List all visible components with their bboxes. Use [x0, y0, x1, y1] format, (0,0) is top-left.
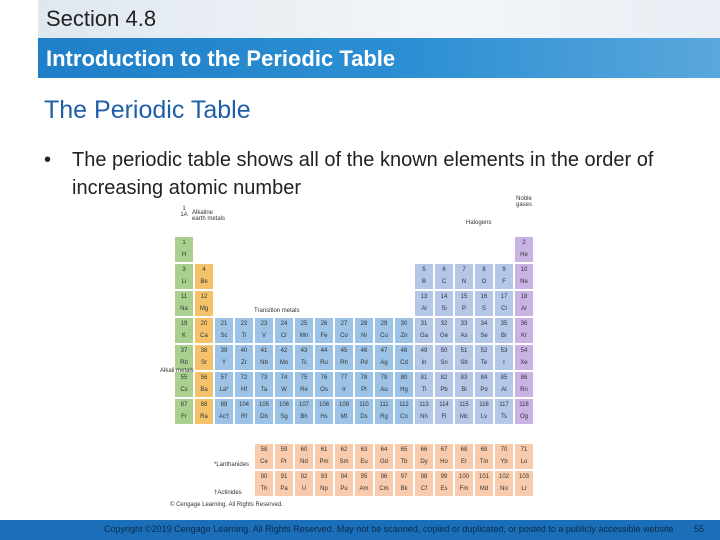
element-cell: 49 In: [414, 344, 434, 371]
element-cell: 93 Np: [314, 470, 334, 497]
element-cell: 85 At: [494, 371, 514, 398]
element-cell: 102 No: [494, 470, 514, 497]
element-cell: 86 Rn: [514, 371, 534, 398]
element-cell: 82 Pb: [434, 371, 454, 398]
element-cell: 76 Os: [314, 371, 334, 398]
element-cell: 90 Th: [254, 470, 274, 497]
halogens-label: Halogens: [466, 220, 492, 226]
element-cell: 5 B: [414, 263, 434, 290]
element-cell: 77 Ir: [334, 371, 354, 398]
element-cell: 31 Ga: [414, 317, 434, 344]
element-cell: 53 I: [494, 344, 514, 371]
element-cell: 107 Bh: [294, 398, 314, 425]
element-cell: 56 Ba: [194, 371, 214, 398]
element-cell: 44 Ru: [314, 344, 334, 371]
element-cell: 33 As: [454, 317, 474, 344]
element-cell: 60 Nd: [294, 443, 314, 470]
element-cell: 6 C: [434, 263, 454, 290]
element-cell: 65 Tb: [394, 443, 414, 470]
element-cell: 92 U: [294, 470, 314, 497]
element-cell: 69 Tm: [474, 443, 494, 470]
element-cell: 71 Lu: [514, 443, 534, 470]
element-cell: 37 Rb: [174, 344, 194, 371]
element-cell: 10 Ne: [514, 263, 534, 290]
element-cell: 47 Ag: [374, 344, 394, 371]
element-cell: 64 Gd: [374, 443, 394, 470]
element-cell: 80 Hg: [394, 371, 414, 398]
element-cell: 46 Pd: [354, 344, 374, 371]
element-cell: 7 N: [454, 263, 474, 290]
element-cell: 68 Er: [454, 443, 474, 470]
element-cell: 108 Hs: [314, 398, 334, 425]
element-cell: 67 Ho: [434, 443, 454, 470]
element-cell: 97 Bk: [394, 470, 414, 497]
element-cell: 89 Ac†: [214, 398, 234, 425]
element-cell: 8 O: [474, 263, 494, 290]
element-cell: 32 Ge: [434, 317, 454, 344]
element-cell: 41 Nb: [254, 344, 274, 371]
element-cell: 9 F: [494, 263, 514, 290]
element-cell: 43 Tc: [294, 344, 314, 371]
section-label: Section 4.8: [46, 6, 157, 31]
header-left-strip: [0, 0, 38, 78]
element-cell: 115 Mc: [454, 398, 474, 425]
element-cell: 103 Lr: [514, 470, 534, 497]
element-cell: 99 Es: [434, 470, 454, 497]
element-cell: 109 Mt: [334, 398, 354, 425]
element-cell: 112 Cn: [394, 398, 414, 425]
element-cell: 73 Ta: [254, 371, 274, 398]
element-cell: 98 Cf: [414, 470, 434, 497]
element-cell: 110 Ds: [354, 398, 374, 425]
slide-title: The Periodic Table: [44, 96, 251, 124]
element-cell: 28 Ni: [354, 317, 374, 344]
section-subtitle: Introduction to the Periodic Table: [46, 46, 396, 71]
element-cell: 19 K: [174, 317, 194, 344]
element-cell: 4 Be: [194, 263, 214, 290]
element-cell: 79 Au: [374, 371, 394, 398]
element-cell: 81 Tl: [414, 371, 434, 398]
element-cell: 38 Sr: [194, 344, 214, 371]
element-cell: 78 Pt: [354, 371, 374, 398]
element-cell: 72 Hf: [234, 371, 254, 398]
element-cell: 15 P: [454, 290, 474, 317]
element-cell: 106 Sg: [274, 398, 294, 425]
element-cell: 114 Fl: [434, 398, 454, 425]
transition-metals-label: Transition metals: [254, 308, 300, 314]
element-cell: 75 Re: [294, 371, 314, 398]
element-cell: 25 Mn: [294, 317, 314, 344]
element-cell: 35 Br: [494, 317, 514, 344]
element-cell: 96 Cm: [374, 470, 394, 497]
element-cell: 52 Te: [474, 344, 494, 371]
element-cell: 55 Cs: [174, 371, 194, 398]
element-cell: 1 H: [174, 236, 194, 263]
element-cell: 16 S: [474, 290, 494, 317]
element-cell: 111 Rg: [374, 398, 394, 425]
element-cell: 101 Md: [474, 470, 494, 497]
element-cell: 61 Pm: [314, 443, 334, 470]
element-cell: 27 Co: [334, 317, 354, 344]
element-cell: 13 Al: [414, 290, 434, 317]
element-cell: 40 Zr: [234, 344, 254, 371]
element-cell: 51 Sb: [454, 344, 474, 371]
element-cell: 30 Zn: [394, 317, 414, 344]
bullet-marker: •: [44, 149, 52, 171]
element-cell: 34 Se: [474, 317, 494, 344]
element-cell: 58 Ce: [254, 443, 274, 470]
element-cell: 23 V: [254, 317, 274, 344]
group-1-label: 1 1A: [180, 206, 188, 218]
element-cell: 94 Pu: [334, 470, 354, 497]
element-cell: 3 Li: [174, 263, 194, 290]
element-cell: 29 Cu: [374, 317, 394, 344]
element-cell: 36 Kr: [514, 317, 534, 344]
image-credit-label: © Cengage Learning. All Rights Reserved.: [170, 502, 283, 508]
element-cell: 2 He: [514, 236, 534, 263]
element-cell: 17 Cl: [494, 290, 514, 317]
alkali-metals-label: Alkali metals: [160, 368, 194, 374]
element-cell: 74 W: [274, 371, 294, 398]
element-cell: 48 Cd: [394, 344, 414, 371]
element-cell: 63 Eu: [354, 443, 374, 470]
element-cell: 54 Xe: [514, 344, 534, 371]
element-cell: 84 Po: [474, 371, 494, 398]
element-cell: 12 Mg: [194, 290, 214, 317]
element-cell: 45 Rh: [334, 344, 354, 371]
element-cell: 83 Bi: [454, 371, 474, 398]
element-cell: 62 Sm: [334, 443, 354, 470]
element-cell: 22 Ti: [234, 317, 254, 344]
element-cell: 100 Fm: [454, 470, 474, 497]
element-cell: 39 Y: [214, 344, 234, 371]
header: [0, 0, 720, 78]
alkaline-earth-label: Alkaline earth metals: [192, 210, 226, 222]
element-cell: 11 Na: [174, 290, 194, 317]
element-cell: 24 Cr: [274, 317, 294, 344]
element-cell: 57 La*: [214, 371, 234, 398]
element-cell: 116 Lv: [474, 398, 494, 425]
element-cell: 42 Mo: [274, 344, 294, 371]
page-number: 55: [694, 524, 705, 534]
element-cell: 59 Pr: [274, 443, 294, 470]
element-cell: 20 Ca: [194, 317, 214, 344]
element-cell: 50 Sn: [434, 344, 454, 371]
element-cell: 88 Ra: [194, 398, 214, 425]
element-cell: 91 Pa: [274, 470, 294, 497]
lanthanides-label: *Lanthanides: [214, 462, 250, 468]
actinides-label: †Actinides: [214, 490, 242, 496]
periodic-table-image: [160, 188, 560, 520]
element-cell: 14 Si: [434, 290, 454, 317]
element-cell: 66 Dy: [414, 443, 434, 470]
element-cell: 105 Db: [254, 398, 274, 425]
noble-gases-label: Noble gases: [515, 196, 532, 208]
bullet-text: The periodic table shows all of the known elements in the order of increasing atomic number: [72, 149, 654, 199]
element-cell: 26 Fe: [314, 317, 334, 344]
element-cell: 70 Yb: [494, 443, 514, 470]
element-cell: 113 Nh: [414, 398, 434, 425]
element-cell: 18 Ar: [514, 290, 534, 317]
element-cell: 21 Sc: [214, 317, 234, 344]
element-cell: 118 Og: [514, 398, 534, 425]
element-cell: 95 Am: [354, 470, 374, 497]
element-cell: 104 Rf: [234, 398, 254, 425]
element-cell: 117 Ts: [494, 398, 514, 425]
copyright-text: Copyright ©2019 Cengage Learning. All Rights Reserved. May not be scanned, copied or duplicated, or posted to a publicly accessible website: [104, 524, 674, 534]
element-cell: 87 Fr: [174, 398, 194, 425]
